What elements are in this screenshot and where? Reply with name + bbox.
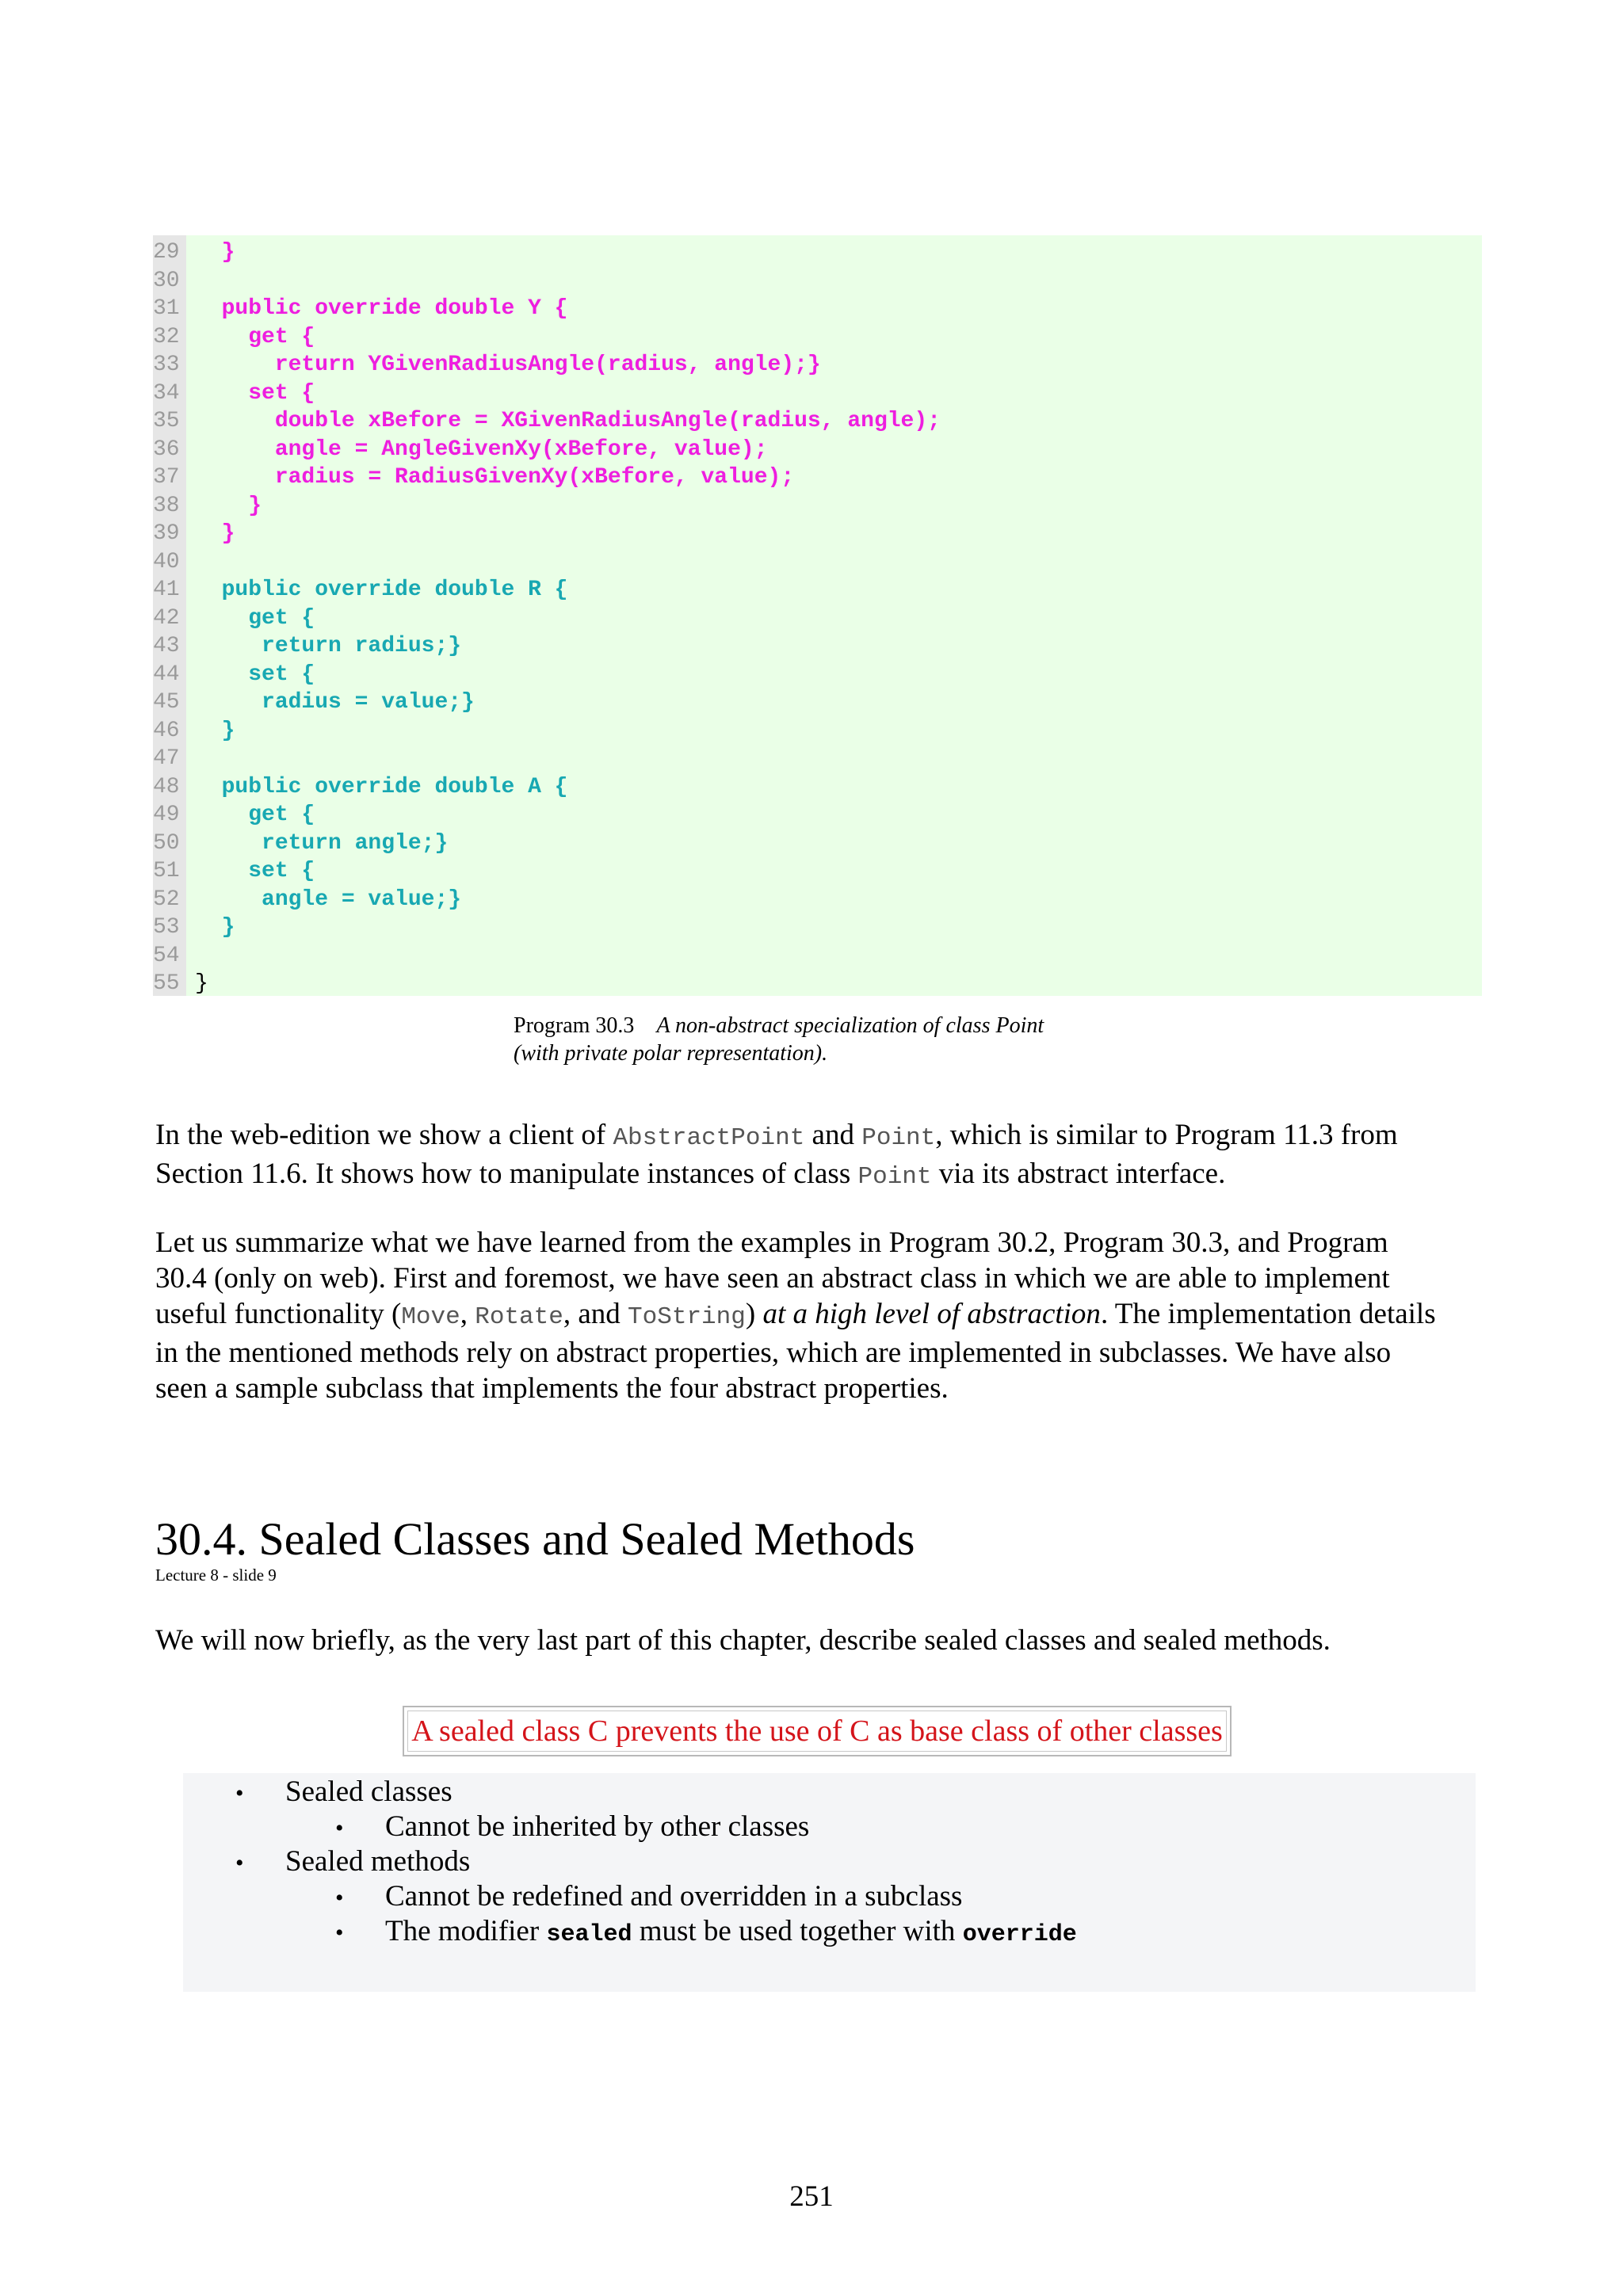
text: ) <box>745 1298 763 1330</box>
section-slide-reference: Lecture 8 - slide 9 <box>155 1566 277 1585</box>
paragraph-web-edition <box>155 1117 1487 1195</box>
code-text: get { <box>195 803 315 827</box>
paragraph-line <box>155 1296 1487 1335</box>
code-text: public override double R { <box>195 578 568 602</box>
code-line <box>153 886 1482 913</box>
caption-label: Program 30.3 <box>514 1013 635 1038</box>
emphasis: at a high level of abstraction <box>762 1298 1101 1330</box>
text: , which is similar to Program 11.3 from <box>935 1119 1398 1151</box>
bullet-dot: • <box>235 1850 244 1876</box>
bullet-modifier-rule <box>385 1914 1077 1952</box>
code-text: public override double A { <box>195 774 568 799</box>
bullet-cannot-redefine: Cannot be redefined and overridden in a subclass <box>385 1880 963 1913</box>
text: . The implementation details <box>1100 1298 1436 1330</box>
code-text: set { <box>195 662 315 687</box>
line-number: 39 <box>153 521 180 546</box>
line-number: 34 <box>153 380 180 406</box>
line-number: 45 <box>153 690 180 715</box>
line-number: 49 <box>153 803 180 827</box>
bullet-cannot-inherit: Cannot be inherited by other classes <box>385 1810 810 1843</box>
code-term: Rotate <box>475 1303 563 1331</box>
line-number: 38 <box>153 493 180 518</box>
code-line <box>153 520 1482 547</box>
line-number: 42 <box>153 605 180 631</box>
code-line <box>153 267 1482 295</box>
text: via its abstract interface. <box>931 1158 1226 1190</box>
line-number: 33 <box>153 353 180 377</box>
line-number: 30 <box>153 268 180 293</box>
line-number: 52 <box>153 887 180 912</box>
line-number: 43 <box>153 634 180 658</box>
paragraph-line <box>155 1117 1487 1156</box>
code-text: radius = RadiusGivenXy(xBefore, value); <box>195 465 795 490</box>
line-number: 46 <box>153 718 180 743</box>
program-caption <box>514 1012 1227 1067</box>
code-term: Point <box>857 1163 932 1191</box>
text: The modifier <box>385 1915 547 1947</box>
code-text: return radius;} <box>195 634 462 658</box>
code-line <box>153 773 1482 801</box>
bullet-dot: • <box>235 1780 244 1806</box>
code-line <box>153 688 1482 716</box>
code-line <box>153 323 1482 351</box>
code-text: } <box>195 915 235 940</box>
bullet-dot: • <box>335 1920 344 1946</box>
line-number: 50 <box>153 830 180 856</box>
code-text: } <box>195 971 208 996</box>
code-term: Point <box>861 1124 936 1152</box>
caption-line-1 <box>514 1012 1227 1039</box>
paragraph-intro-sealed: We will now briefly, as the very last part of this chapter, describe sealed classes and sealed methods. <box>155 1624 1331 1657</box>
code-text: } <box>195 718 235 743</box>
code-text: angle = AngleGivenXy(xBefore, value); <box>195 437 768 462</box>
code-line <box>153 295 1482 322</box>
code-listing <box>153 235 1482 996</box>
keyword-override: override <box>962 1921 1077 1948</box>
code-text: } <box>195 521 235 546</box>
code-line <box>153 717 1482 745</box>
bullet-dot: • <box>335 1885 344 1911</box>
code-line <box>153 801 1482 829</box>
code-line <box>153 745 1482 772</box>
line-number: 47 <box>153 746 180 771</box>
paragraph-line: in the mentioned methods rely on abstract properties, which are implemented in subclasses. We have also <box>155 1337 1392 1369</box>
paragraph-line: Let us summarize what we have learned from the examples in Program 30.2, Program 30.3, and Program <box>155 1226 1388 1259</box>
code-line <box>153 436 1482 463</box>
line-number: 37 <box>153 465 180 490</box>
code-line <box>153 548 1482 576</box>
code-line <box>153 632 1482 660</box>
text: , <box>460 1298 475 1330</box>
paragraph-line: seen a sample subclass that implements the four abstract properties. <box>155 1372 949 1405</box>
bullet-sealed-methods: Sealed methods <box>285 1845 471 1878</box>
text: In the web-edition we show a client of <box>155 1119 613 1151</box>
code-text: return angle;} <box>195 830 449 856</box>
code-text: get { <box>195 605 315 631</box>
code-line <box>153 857 1482 885</box>
code-line <box>153 830 1482 857</box>
code-text: set { <box>195 380 315 406</box>
code-text: get { <box>195 324 315 349</box>
text: Section 11.6. It shows how to manipulate instances of class <box>155 1158 858 1190</box>
code-line <box>153 605 1482 632</box>
line-number: 40 <box>153 549 180 574</box>
code-text: return YGivenRadiusAngle(radius, angle);} <box>195 353 821 377</box>
code-line <box>153 379 1482 407</box>
line-number: 54 <box>153 943 180 968</box>
paragraph-line <box>155 1156 1487 1195</box>
code-text: } <box>195 240 235 265</box>
bullet-sealed-classes: Sealed classes <box>285 1775 453 1808</box>
code-line <box>153 407 1482 435</box>
code-line <box>153 913 1482 941</box>
code-text: public override double Y { <box>195 296 568 321</box>
line-number: 51 <box>153 859 180 883</box>
code-term: AbstractPoint <box>613 1124 805 1152</box>
bullet-panel <box>183 1773 1476 1992</box>
code-term: ToString <box>628 1303 746 1331</box>
caption-line-2: (with private polar representation). <box>514 1041 828 1066</box>
code-line <box>153 576 1482 604</box>
line-number: 41 <box>153 578 180 602</box>
line-number: 35 <box>153 409 180 433</box>
code-line <box>153 942 1482 970</box>
line-number: 36 <box>153 437 180 462</box>
line-number: 32 <box>153 324 180 349</box>
line-number: 31 <box>153 296 180 321</box>
code-text: double xBefore = XGivenRadiusAngle(radius, angle); <box>195 409 941 433</box>
line-number: 29 <box>153 240 180 265</box>
section-heading: 30.4. Sealed Classes and Sealed Methods <box>155 1513 915 1565</box>
code-text: radius = value;} <box>195 690 475 715</box>
text: must be used together with <box>632 1915 963 1947</box>
code-line <box>153 463 1482 491</box>
line-number: 53 <box>153 915 180 940</box>
keyword-sealed: sealed <box>546 1921 632 1948</box>
line-number: 44 <box>153 662 180 687</box>
line-number: 55 <box>153 971 180 996</box>
bullet-dot: • <box>335 1815 344 1841</box>
caption-text: A non-abstract specialization of class Point <box>656 1013 1044 1038</box>
paragraph-summary <box>155 1225 1487 1406</box>
code-line <box>153 238 1482 266</box>
code-line <box>153 970 1482 997</box>
page-number: 251 <box>789 2180 834 2213</box>
text: , and <box>563 1298 628 1330</box>
code-line <box>153 351 1482 379</box>
code-text: } <box>195 493 262 518</box>
text: and <box>804 1119 862 1151</box>
code-term: Move <box>401 1303 460 1331</box>
paragraph-line: 30.4 (only on web). First and foremost, we have seen an abstract class in which we are able to implement <box>155 1262 1390 1295</box>
key-point-box: A sealed class C prevents the use of C as base class of other classes <box>403 1706 1232 1756</box>
code-text: angle = value;} <box>195 887 462 912</box>
text: useful functionality ( <box>155 1298 402 1330</box>
line-number: 48 <box>153 774 180 799</box>
code-line <box>153 492 1482 520</box>
code-line <box>153 661 1482 688</box>
code-text: set { <box>195 859 315 883</box>
